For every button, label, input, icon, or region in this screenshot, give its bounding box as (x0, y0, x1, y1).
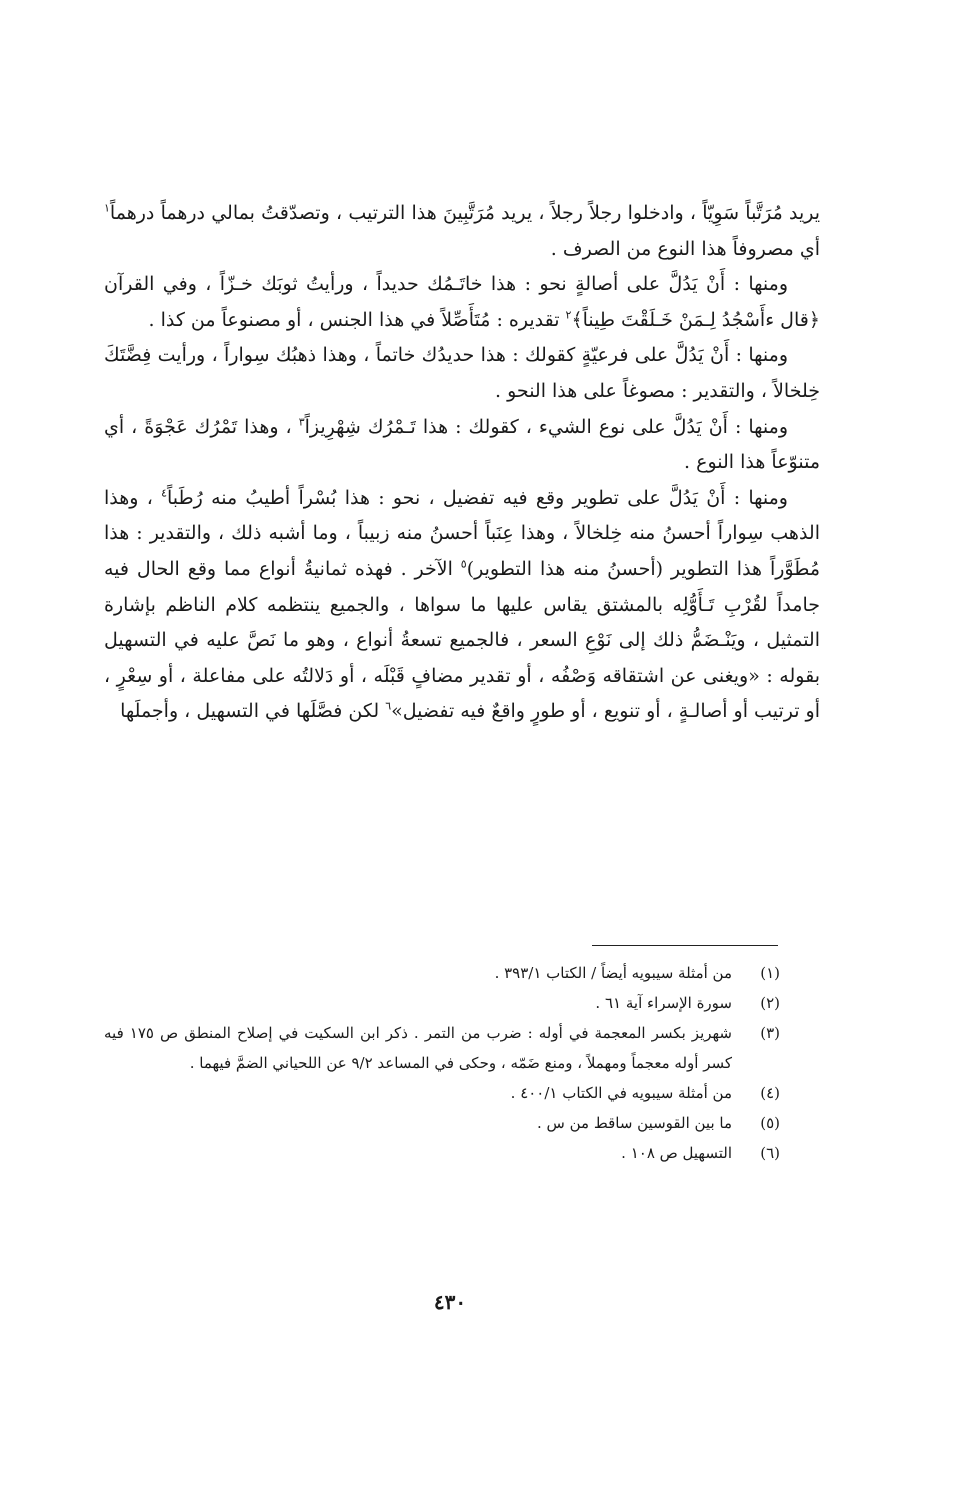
paragraph-4 (104, 410, 820, 481)
paragraph-5 (104, 481, 820, 730)
footnote-number: (٤) (760, 1084, 780, 1102)
footnote-ref-2: ٢ (565, 308, 572, 322)
page-number: ٤٣٠ (433, 1290, 467, 1314)
paragraph-1-text: يريد مُرَتَّباً سَوِيّاً ، وادخلوا رجلاً رجلاً ، يريد مُرَتَّبِينَ هذا الترتيب ، وتصدّقتُ بمالي درهماً درهماً (109, 202, 820, 224)
footnote-ref-5: ٥ (460, 557, 467, 571)
footnote-text: من أمثلة سيبويه في الكتاب ٤٠٠/١ . (510, 1084, 732, 1102)
footnote-3 (104, 1018, 780, 1078)
paragraph-4-text-a: ومنها : أَنْ يَدُلَّ على نوع الشيء ، كقولك : هذا تَـمْرُك شِهْرِيزاً (304, 415, 789, 438)
footnote-number: (٦) (760, 1144, 780, 1162)
paragraph-2 (104, 267, 820, 338)
footnote-4 (104, 1078, 780, 1108)
footnote-number: (٢) (760, 994, 780, 1012)
footnote-6 (104, 1138, 780, 1168)
footnote-number: (٥) (760, 1114, 780, 1132)
paragraph-5-text-b: ، وهذا الذهب سِواراً أحسنُ منه خِلخالاً ، وهذا عِنَباً أحسنُ منه زبيباً ، وما أشبه ذلك ، والتقدير : هذا مُطَوَّراً هذا التطوير (أحسنُ منه هذا التطوير) (104, 486, 820, 580)
footnote-1 (104, 958, 780, 988)
footnote-text: التسهيل ص ١٠٨ . (621, 1144, 732, 1162)
footnote-ref-1: ١ (104, 201, 110, 215)
footnote-5 (104, 1108, 780, 1138)
paragraph-4-text-b: ، وهذا تَمْرُك عَجْوَةً ، أي متنوّعاً هذا النوع . (104, 415, 820, 474)
footnotes (104, 958, 780, 1168)
footnote-ref-3: ٣ (298, 415, 305, 429)
main-text (104, 196, 820, 730)
footnote-text: سورة الإسراء آية ٦١ . (595, 994, 732, 1012)
paragraph-5-text-a: ومنها : أَنْ يَدُلَّ على تطوير وقع فيه تفضيل ، نحو : هذا بُسْراً أطيبُ منه رُطَباً (167, 486, 788, 509)
paragraph-3: ومنها : أَنْ يَدُلَّ على فرعيّةٍ كقولك : هذا حديدُك خاتماً ، وهذا ذهبُك سِواراً ، ورأيت فِضَّتَكَ خِلخالاً ، والتقدير : مصوغاً على هذا النحو . (104, 344, 820, 402)
footnote-text: ما بين القوسين ساقط من س . (537, 1114, 732, 1132)
paragraph-2-text-b: تقديره : مُتَأَصِّلاً في هذا الجنس ، أو مصنوعاً من كذا . (148, 308, 566, 331)
footnote-number: (٣) (760, 1024, 780, 1042)
footnote-number: (١) (760, 964, 780, 982)
footnote-ref-4: ٤ (161, 486, 167, 500)
paragraph-2-text-a: ومنها : أَنْ يَدُلَّ على أصالةٍ نحو : هذا خاتَـمُك حديداً ، ورأيتُ ثوبَك خـزّاً ، وفي القرآن ﴿قال ءأَسْجُدُ لِـمَنْ خَـلَقْتَ طِيناً﴾ (104, 273, 820, 331)
paragraph-5-text-c: الآخر . فهذه ثمانيةُ أنواع مما وقع الحال فيه جامداً لقُرْبِ تَـأَوُّلِه بالمشتق يقاس عليها ما سواها ، والجميع ينتظمه كلام الناظم بإشارة التمثيل ، ويَنْـضَمُّ ذلك إلى نَوْعِ السعر ، فالجميع تسعةُ أنواع ، وهو ما نَصَّ عليه في التسهيل بقوله : «ويغنى عن اشتقاقه وَصْفُه ، أو تقدير مضافٍ قَبْلَه ، أو دَلالتُه على مفاعلة ، أو سِعْرٍ ، أو ترتيب أو أصالـةٍ ، أو تنويع ، أو طورٍ واقعٌ فيه تفضيل» (104, 557, 820, 723)
paragraph-5-text-d: لكن فصَّلَها في التسهيل ، وأجملَها (120, 700, 386, 723)
footnote-text: من أمثلة سيبويه أيضاً / الكتاب ٣٩٣/١ . (494, 964, 732, 982)
paragraph-1 (104, 196, 820, 267)
paragraph-1-end: أي مصروفاً هذا النوع من الصرف . (550, 237, 820, 260)
footnote-2 (104, 988, 780, 1018)
footnote-ref-6: ٦ (385, 699, 392, 713)
footnote-text: شهريز بكسر المعجمة في أوله : ضرب من التمر . ذكر ابن السكيت في إصلاح المنطق ص ١٧٥ فيه كسر أوله معجماً ومهملاً ، ومنع ضَمّه ، وحكى في المساعد ٩/٢ عن اللحياني الضمَّ فيهما . (104, 1024, 733, 1072)
footnote-divider (592, 945, 778, 946)
